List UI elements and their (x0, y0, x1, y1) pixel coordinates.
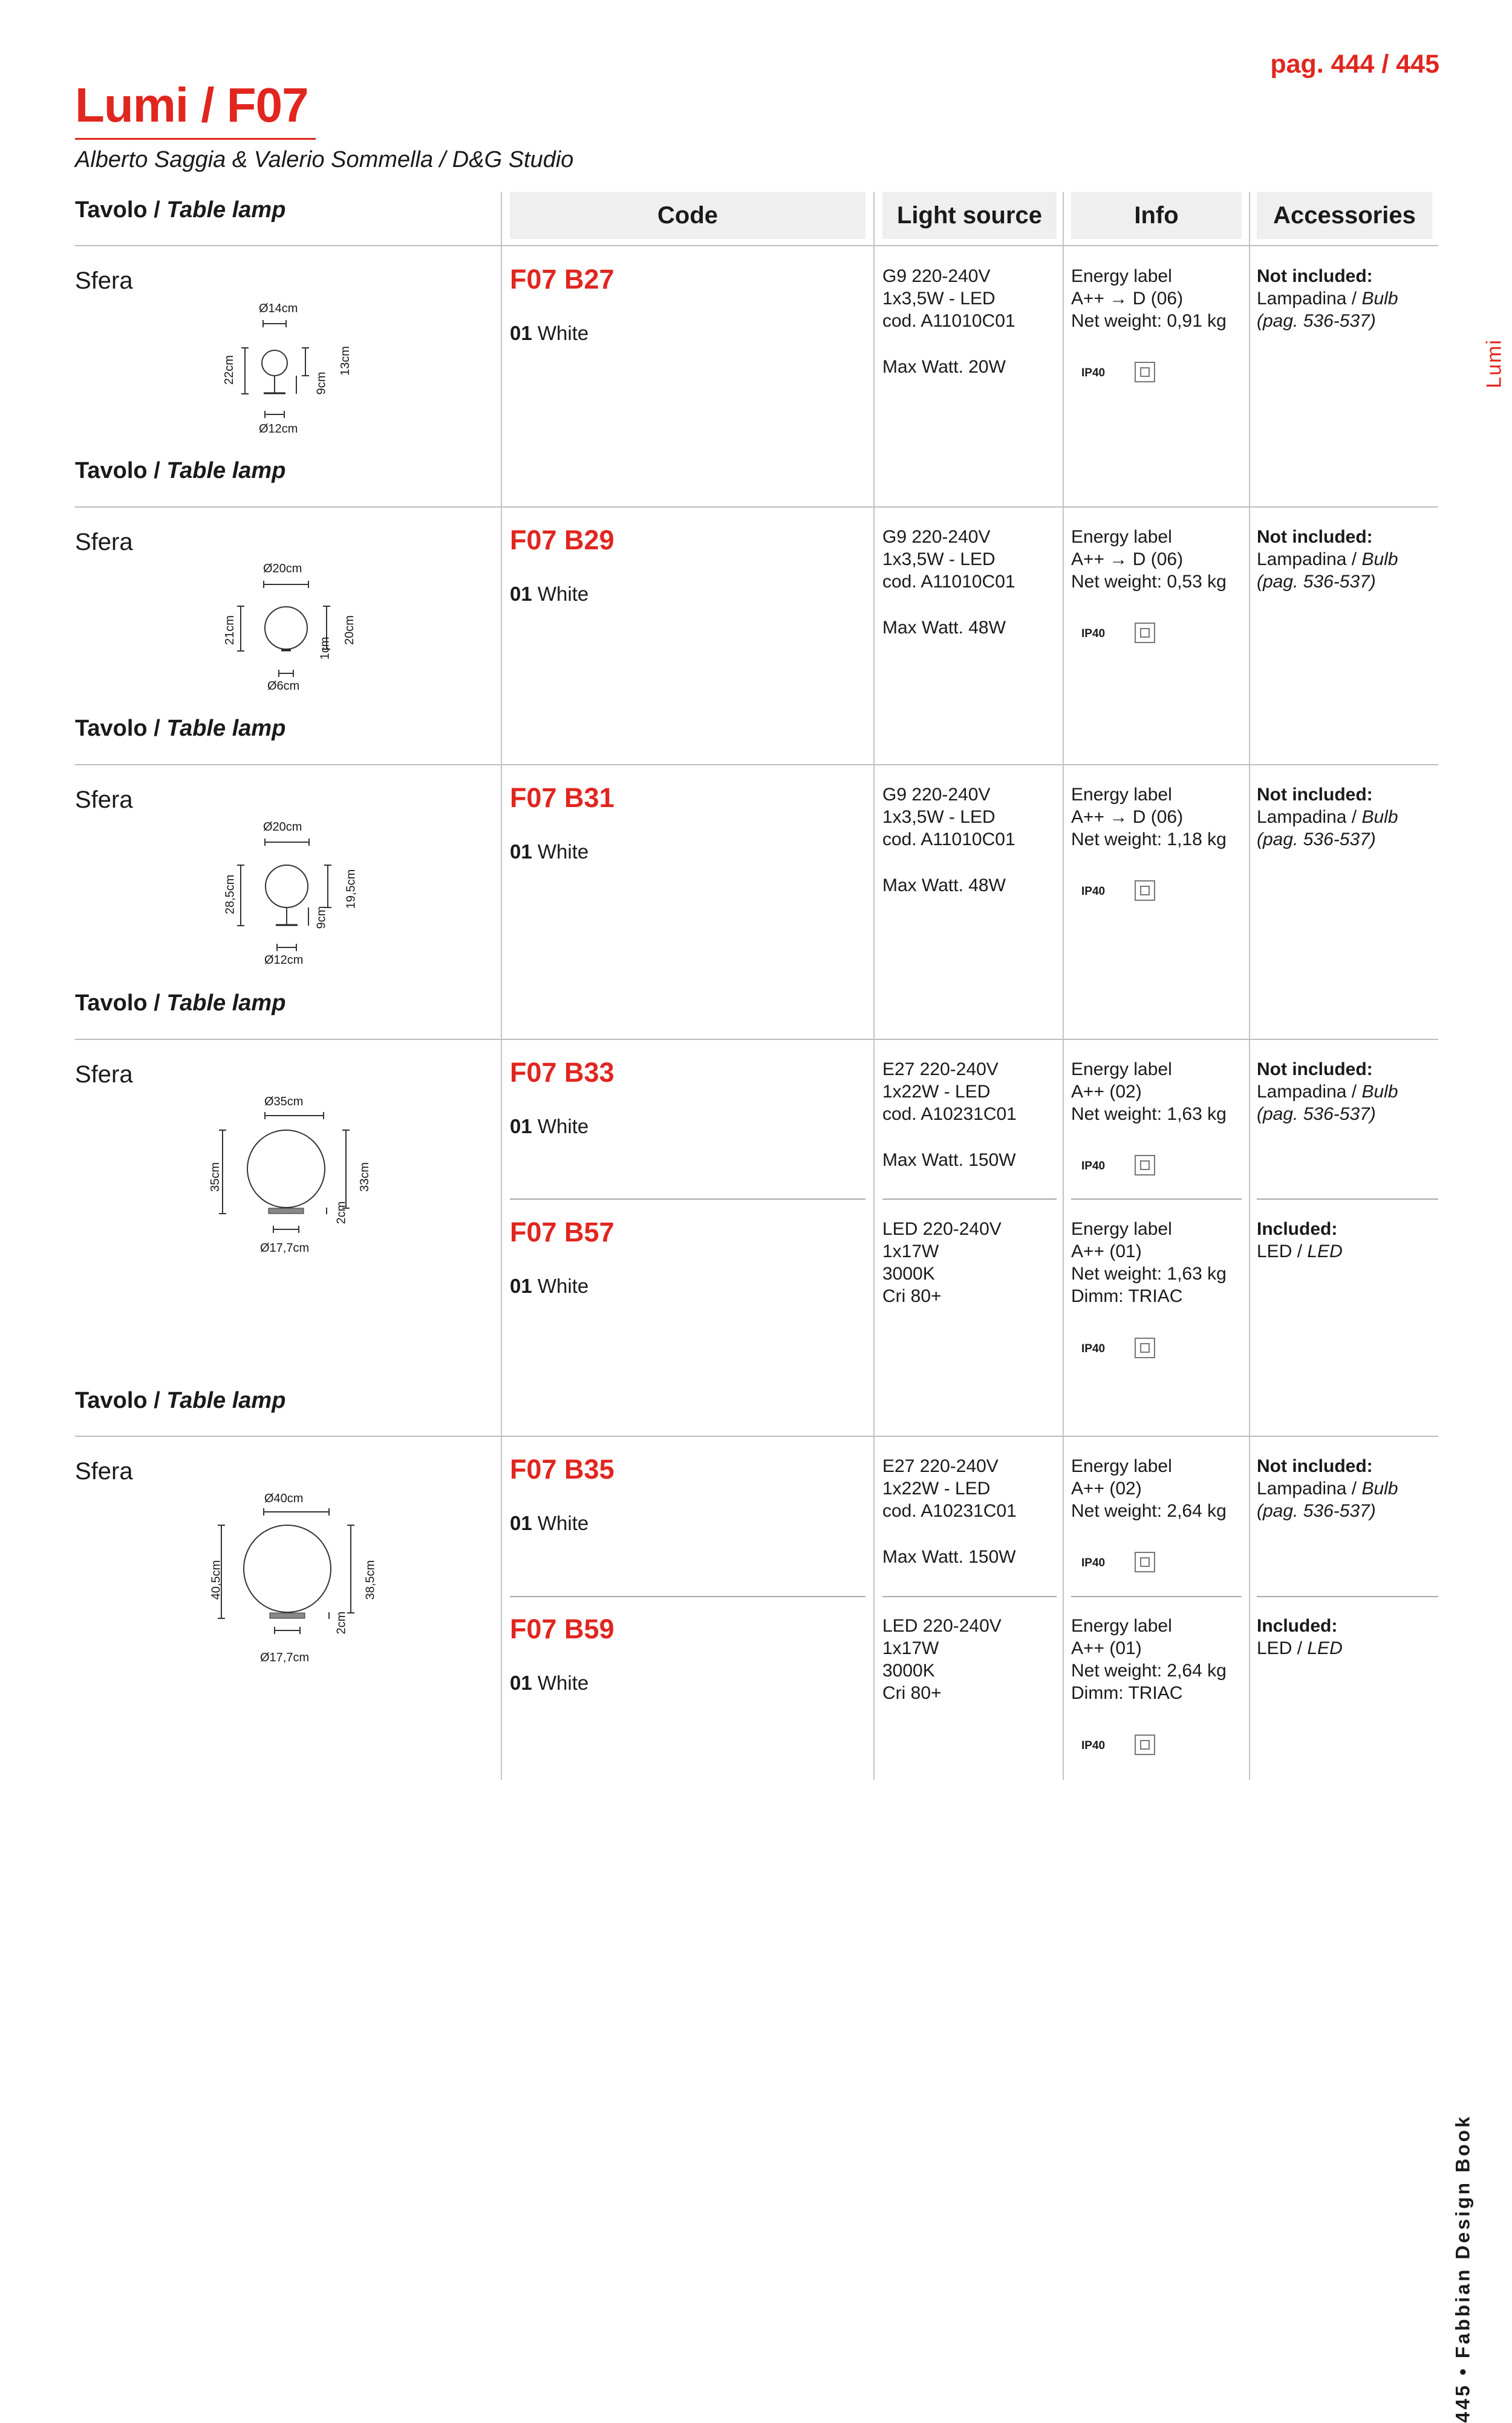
dimension-inner: 2cm (334, 1201, 348, 1225)
variant-divider (510, 1198, 865, 1200)
info-text: Energy label A++ (02) Net weight: 2,64 kg (1071, 1456, 1227, 1521)
color-option: 01 White (510, 322, 589, 344)
light-source: LED 220-240V 1x17W 3000K Cri 80+ (882, 1616, 1002, 1703)
ip-class-icon (1135, 1155, 1155, 1176)
dimension-top: Ø20cm (263, 820, 302, 834)
column-header-code: Code (510, 192, 865, 239)
light-source: E27 220-240V 1x22W - LED cod. A10231C01 (882, 1456, 1017, 1521)
dimension-bottom: Ø17,7cm (260, 1241, 310, 1255)
row-separator (75, 1039, 1438, 1040)
dimension-height: 22cm (222, 355, 236, 385)
accessories-text: Not included: Lampadina / Bulb (pag. 536-537) (1257, 527, 1398, 592)
variant-divider (882, 1198, 1057, 1200)
accessories-text: Not included: Lampadina / Bulb (pag. 536-537) (1257, 1059, 1398, 1124)
designers: Alberto Saggia & Valerio Sommella / D&G Studio (75, 147, 574, 172)
max-watt: Max Watt. 48W (882, 618, 1006, 638)
column-header-info: Info (1071, 192, 1242, 239)
dimension-bottom: Ø12cm (264, 953, 304, 967)
color-option: 01 White (510, 1512, 589, 1534)
product-code: F07 B59 (510, 1614, 614, 1644)
dimension-inner: 1cm (318, 636, 332, 660)
dimension-inner: 9cm (314, 371, 328, 395)
title-underline (75, 138, 316, 140)
type-title: Tavolo / Table lamp (75, 990, 286, 1016)
dimension-inner: 9cm (314, 906, 328, 929)
product-name: Sfera (75, 786, 133, 813)
row-separator (75, 1436, 1438, 1437)
variant-divider (1257, 1198, 1438, 1200)
ip-rating: IP40 (1081, 1557, 1106, 1569)
accessories-text: Not included: Lampadina / Bulb (pag. 536-537) (1257, 785, 1398, 849)
row-separator (75, 506, 1438, 508)
light-source: G9 220-240V 1x3,5W - LED cod. A11010C01 (882, 266, 1015, 331)
variant-divider (882, 1596, 1057, 1597)
dimension-inner: 2cm (334, 1611, 348, 1635)
page-reference: pag. 444 / 445 (1270, 50, 1439, 79)
dimension-right: 33cm (357, 1162, 371, 1192)
dimension-right: 38,5cm (363, 1560, 377, 1600)
page-title: Lumi / F07 (75, 78, 308, 132)
light-source: LED 220-240V 1x17W 3000K Cri 80+ (882, 1219, 1002, 1306)
product-drawing (200, 1503, 375, 1649)
ip-rating: IP40 (1081, 627, 1106, 640)
accessories-text: Included: LED / LED (1257, 1219, 1343, 1261)
column-divider (873, 192, 875, 1780)
dimension-height: 28,5cm (223, 874, 237, 915)
ip-class-icon (1135, 1338, 1155, 1358)
max-watt: Max Watt. 48W (882, 875, 1006, 895)
type-title: Tavolo / Table lamp (75, 458, 286, 483)
type-title: Tavolo / Table lamp (75, 1388, 286, 1413)
info-text: Energy label A++ (01) Net weight: 1,63 kg Dimm: TRIAC (1071, 1219, 1227, 1306)
max-watt: Max Watt. 150W (882, 1547, 1016, 1567)
ip-rating: IP40 (1081, 367, 1106, 379)
product-code: F07 B31 (510, 782, 614, 813)
variant-divider (1071, 1596, 1242, 1597)
product-name: Sfera (75, 529, 133, 555)
dimension-height: 40,5cm (209, 1560, 223, 1600)
ip-class-icon (1135, 362, 1155, 382)
ip-rating: IP40 (1081, 1160, 1106, 1172)
product-name: Sfera (75, 1458, 133, 1485)
side-tab-lumi: Lumi (1483, 339, 1506, 388)
column-divider (1249, 192, 1250, 1780)
ip-class-icon (1135, 1735, 1155, 1755)
info-text: Energy label A++ (01) Net weight: 2,64 kg Dimm: TRIAC (1071, 1616, 1227, 1703)
dimension-bottom: Ø12cm (259, 422, 298, 436)
dimension-height: 21cm (223, 615, 236, 645)
max-watt: Max Watt. 150W (882, 1150, 1016, 1170)
product-drawing (206, 1107, 375, 1246)
accessories-text: Included: LED / LED (1257, 1616, 1343, 1658)
color-option: 01 White (510, 1115, 589, 1137)
dimension-top: Ø20cm (263, 562, 302, 575)
page-footer: 445 • Fabbian Design Book (1452, 2114, 1474, 2423)
color-option: 01 White (510, 840, 589, 863)
dimension-bottom: Ø6cm (267, 679, 300, 693)
info-text: Energy label A++ (02) Net weight: 1,63 kg (1071, 1059, 1227, 1124)
light-source: E27 220-240V 1x22W - LED cod. A10231C01 (882, 1059, 1017, 1124)
info-text: Energy label A++ → D (06) Net weight: 0,91 kg (1071, 266, 1227, 331)
dimension-height: 35cm (208, 1162, 222, 1192)
ip-rating: IP40 (1081, 885, 1106, 898)
product-code: F07 B27 (510, 264, 614, 295)
product-name: Sfera (75, 267, 133, 294)
column-divider (501, 192, 502, 1780)
product-name: Sfera (75, 1061, 133, 1088)
header-type-title: Tavolo / Table lamp (75, 197, 286, 223)
column-header-light-source: Light source (882, 192, 1057, 239)
ip-rating: IP40 (1081, 1342, 1106, 1355)
product-code: F07 B57 (510, 1217, 614, 1247)
row-separator (75, 764, 1438, 765)
ip-class-icon (1135, 623, 1155, 643)
info-text: Energy label A++ → D (06) Net weight: 1,18 kg (1071, 785, 1227, 849)
color-option: 01 White (510, 1672, 589, 1694)
product-code: F07 B35 (510, 1454, 614, 1485)
color-option: 01 White (510, 1275, 589, 1297)
product-code: F07 B33 (510, 1057, 614, 1088)
ip-class-icon (1135, 1552, 1155, 1572)
dimension-right: 13cm (338, 346, 352, 376)
info-text: Energy label A++ → D (06) Net weight: 0,53 kg (1071, 527, 1227, 592)
dimension-top: Ø35cm (264, 1095, 304, 1108)
dimension-top: Ø40cm (264, 1492, 304, 1505)
ip-rating: IP40 (1081, 1739, 1106, 1752)
ip-class-icon (1135, 880, 1155, 901)
variant-divider (510, 1596, 865, 1597)
variant-divider (1071, 1198, 1242, 1200)
max-watt: Max Watt. 20W (882, 357, 1006, 377)
accessories-text: Not included: Lampadina / Bulb (pag. 536-537) (1257, 1456, 1398, 1521)
accessories-text: Not included: Lampadina / Bulb (pag. 536-537) (1257, 266, 1398, 331)
column-header-accessories: Accessories (1257, 192, 1432, 239)
color-option: 01 White (510, 583, 589, 605)
dimension-right: 19,5cm (344, 869, 358, 909)
dimension-top: Ø14cm (259, 302, 298, 315)
type-title: Tavolo / Table lamp (75, 716, 286, 741)
product-code: F07 B29 (510, 525, 614, 555)
column-divider (1063, 192, 1064, 1780)
dimension-right: 20cm (342, 615, 356, 645)
row-separator (75, 245, 1438, 246)
variant-divider (1257, 1596, 1438, 1597)
light-source: G9 220-240V 1x3,5W - LED cod. A11010C01 (882, 527, 1015, 592)
light-source: G9 220-240V 1x3,5W - LED cod. A11010C01 (882, 785, 1015, 849)
dimension-bottom: Ø17,7cm (260, 1651, 310, 1664)
